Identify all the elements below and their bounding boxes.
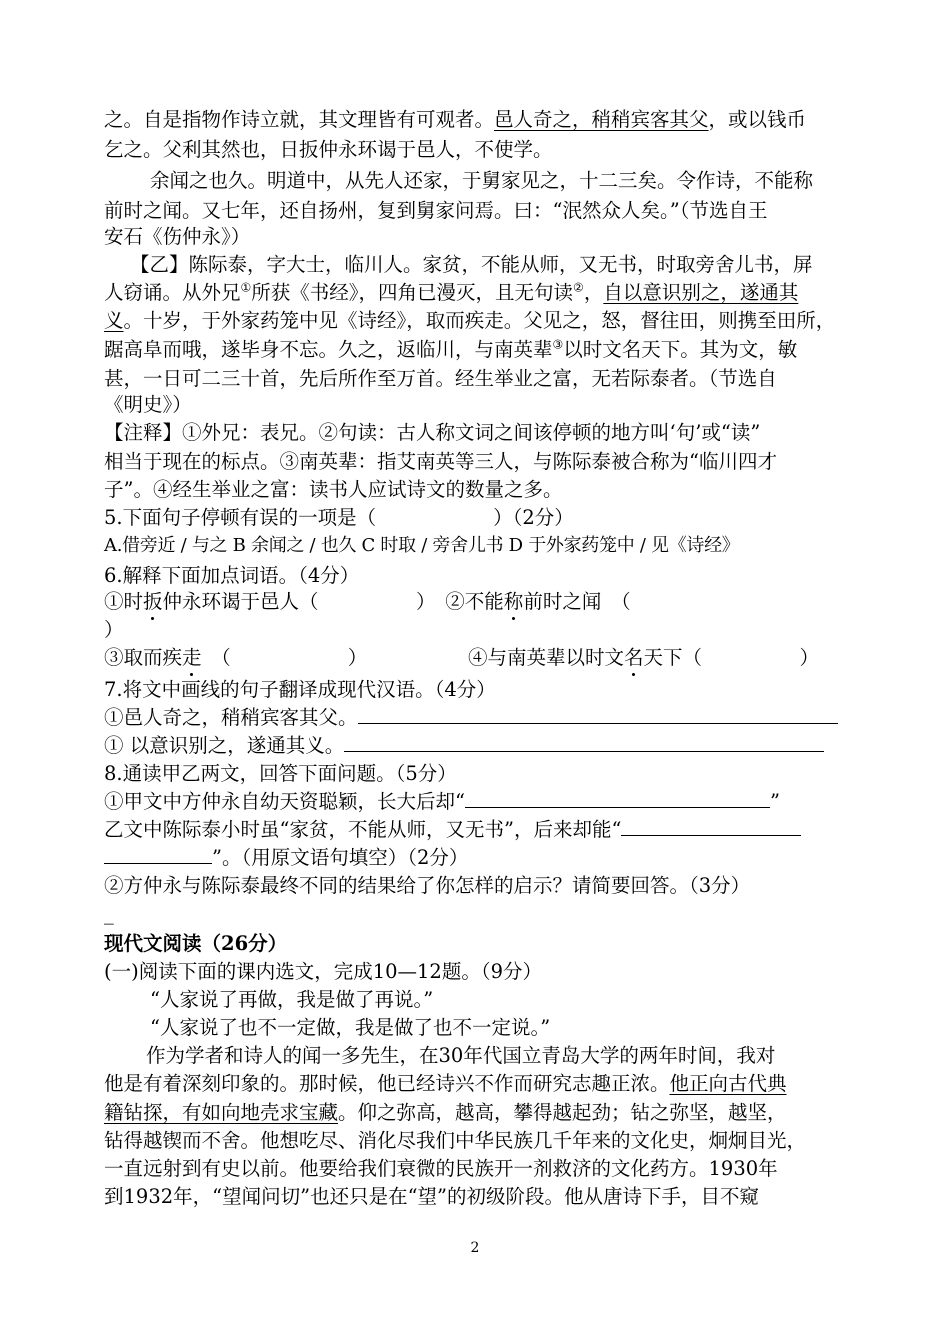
text-line: 一直远射到有史以前。他要给我们衰微的民族开一剂救济的文化药方。1930年 [104, 1157, 778, 1180]
text-line: 之。自是指物作诗立就，其文理皆有可观者。邑人奇之，稍稍宾客其父，或以钱币 [104, 108, 807, 131]
answer-blank[interactable] [358, 705, 838, 724]
text-line: 甚，一日可二三十首，先后所作至万首。经生举业之富，无若际泰者。（节选自 [104, 367, 777, 390]
text-line: 安石《伤仲永》） [104, 225, 251, 248]
text-line: 到1932年，“望闻问切”也还只是在“望”的初级阶段。他从唐诗下手，目不窥 [104, 1185, 760, 1208]
text-line: 他是有着深刻印象的。那时候，他已经诗兴不作而研究志趣正浓。他正向古代典 [104, 1072, 787, 1095]
text-line: 钻得越锲而不舍。他想吃尽、消化尽我们中华民族几千年来的文化史，炯炯目光， [104, 1129, 807, 1152]
answer-blank[interactable] [104, 845, 212, 864]
emphasis-dot-char: 称 [503, 590, 524, 613]
annotation-line: 相当于现在的标点。③南英辈：指艾南英等三人，与陈际泰被合称为“临川四才 [104, 450, 777, 473]
answer-blank[interactable] [344, 733, 824, 752]
question-8-item-2: ②方仲永与陈际泰最终不同的结果给了你怎样的启示？请简要回答。（3分） [104, 874, 751, 897]
text-line: ”。（用原文语句填空）（2分） [104, 845, 468, 871]
text-line: 前时之闻。又七年，还自扬州，复到舅家问焉。曰：“泯然众人矣。”（节选自王 [104, 199, 768, 222]
text-line: “人家说了再做，我是做了再说。” [150, 988, 434, 1011]
question-8-item-1: ①甲文中方仲永自幼天资聪颖，长大后却“ ” [104, 790, 780, 813]
text-line: 乞之。父利其然也，日扳仲永环谒于邑人，不使学。 [104, 138, 553, 161]
answer-blank[interactable] [621, 817, 801, 836]
emphasis-dot-char: 走 [182, 646, 202, 669]
text-line: “人家说了也不一定做，我是做了也不一定说。” [150, 1016, 551, 1039]
text-line: ） [104, 618, 124, 641]
answer-blank[interactable] [465, 789, 770, 808]
reading-instruction: (一)阅读下面的课内选文，完成10—12题。（9分） [104, 960, 542, 983]
question-7: 7.将文中画线的句子翻译成现代汉语。（4分） [104, 678, 496, 701]
annotation-line: 子”。④经生举业之富：读书人应试诗文的数量之多。 [104, 478, 563, 501]
question-6-line-2: ③取而疾走 （ ） [104, 646, 368, 669]
text-line: 人窃诵。从外兄①所获《书经》，四角已漫灭，且无句读②，自以意识别之，遂通其 [104, 280, 799, 304]
question-8: 8.通读甲乙两文，回答下面问题。（5分） [104, 762, 457, 785]
text-line: 踞高阜而哦，遂毕身不忘。久之，返临川，与南英辈③以时文名天下。其为文，敏 [104, 337, 798, 361]
section-heading: 现代文阅读（26分） [104, 932, 288, 955]
question-5-options: A.借旁近 / 与之 B 余闻之 / 也久 C 时取 / 旁舍儿书 D 于外家药笼中 / 见《诗经》 [104, 535, 740, 556]
underlined-sentence-1: 邑人奇之，稍稍宾客其父 [494, 108, 709, 131]
emphasis-dot-char: 名 [624, 646, 644, 669]
text-line: 《明史》） [104, 393, 192, 416]
question-7-item-2: ① 以意识别之，遂通其义。 [104, 733, 824, 759]
text-line: 作为学者和诗人的闻一多先生，在30年代国立青岛大学的两年时间，我对 [146, 1044, 776, 1067]
text-line: _ [104, 902, 114, 925]
underlined-sentence-2: 自以意识别之，遂通其 [603, 281, 799, 304]
text-line: 籍钻探，有如向地壳求宝藏。仰之弥高，越高，攀得越起劲；钻之弥坚，越坚， [104, 1101, 787, 1124]
question-5: 5.下面句子停顿有误的一项是（ ）（2分） [104, 506, 574, 529]
question-6-line-1: ①时扳仲永环谒于邑人（ ） ②不能称前时之闻 （ [104, 590, 631, 613]
underlined-sentence-3: 他正向古代典 [669, 1072, 787, 1095]
text-line: 义。十岁，于外家药笼中见《诗经》，取而疾走。父见之，怒，督往田，则携至田所， [104, 309, 836, 332]
emphasis-dot-char: 扳 [143, 590, 163, 613]
question-7-item-1: ①邑人奇之，稍稍宾客其父。 [104, 705, 838, 731]
question-6: 6.解释下面加点词语。（4分） [104, 564, 360, 587]
text-line: 【乙】陈际泰，字大士，临川人。家贫，不能从师，又无书，时取旁舍儿书，屏 [130, 253, 813, 276]
text-line: 余闻之也久。明道中，从先人还家，于舅家见之，十二三矣。令作诗，不能称 [150, 169, 814, 192]
page-number: 2 [470, 1240, 480, 1256]
annotation-line: 【注释】①外兄：表兄。②句读：古人称文词之间该停顿的地方叫‘句’或“读” [104, 421, 761, 444]
question-6-line-2b: ④与南英辈以时文名天下（ ） [468, 646, 820, 669]
question-8-item-1b: 乙文中陈际泰小时虽“家贫，不能从师，又无书”，后来却能“ [104, 817, 801, 843]
